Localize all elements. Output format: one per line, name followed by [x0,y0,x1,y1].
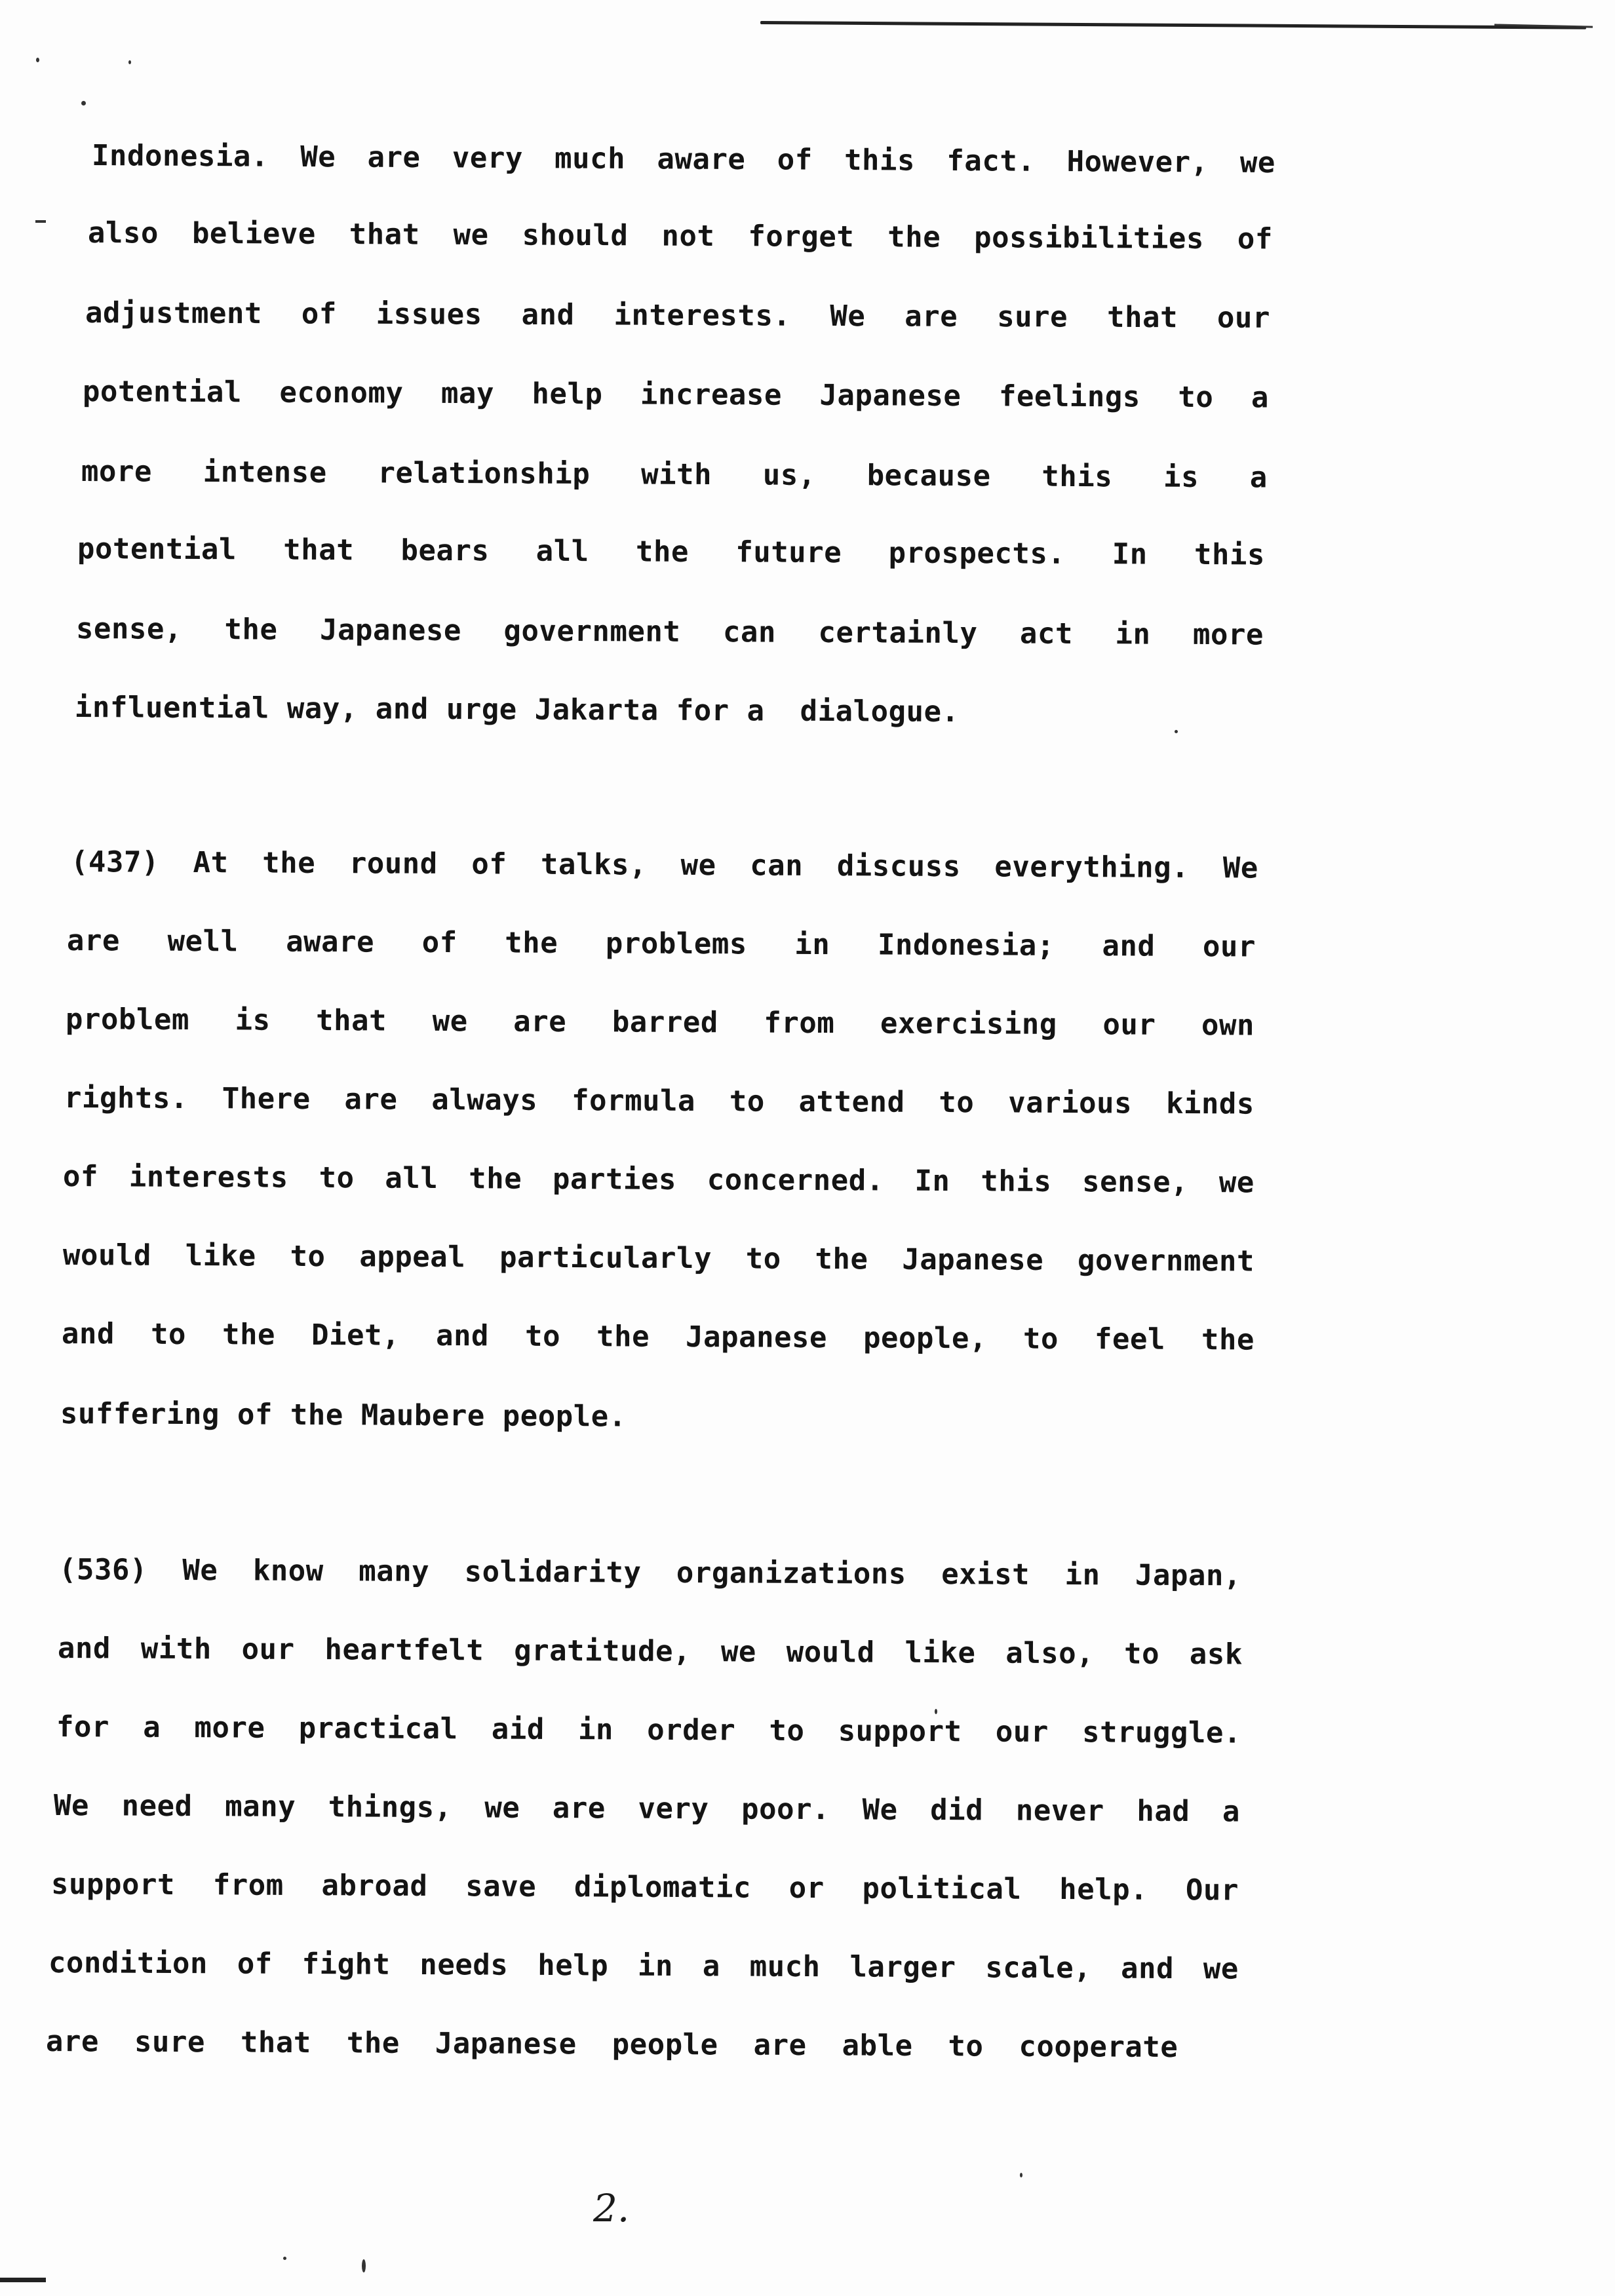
word: exercising [880,1006,1057,1041]
word: struggle. [1081,1715,1242,1750]
word: that [283,533,355,567]
word: potential [77,532,237,567]
word: many [359,1554,430,1588]
word: of [471,847,507,881]
word: parties [552,1162,677,1196]
word: always [431,1082,538,1117]
text-line [92,136,1275,183]
word: Indonesia. [91,139,269,174]
word: to [939,1085,975,1120]
word: to [319,1161,355,1195]
word: the [596,1320,650,1354]
word: talks, [540,847,648,882]
word: all [535,534,589,569]
text-line [81,452,1268,497]
text-line [56,1708,1241,1753]
word: we [1239,145,1275,180]
word: well [167,924,239,959]
text-line [63,1157,1255,1203]
word: the [815,1242,868,1276]
text-line [49,1943,1239,1989]
word: that [349,218,420,252]
word: interests. [613,298,791,333]
word: We [300,140,336,174]
text-line [88,214,1273,259]
word: rights. [64,1081,189,1115]
word: help [532,377,603,411]
word: we [432,1004,468,1039]
word: feelings [998,379,1140,414]
word: heartfelt [324,1633,484,1668]
word: to [769,1713,805,1748]
word: to [729,1084,765,1119]
word: Japanese [902,1242,1044,1277]
word: for [56,1710,110,1744]
word: like [905,1636,976,1670]
word: are [905,299,958,334]
word: with [640,457,712,492]
word: issues [376,297,482,332]
word: because [866,459,991,493]
word: with [140,1632,212,1666]
word: that [1106,300,1178,335]
word: believe [191,216,316,251]
word: needs [419,1947,509,1982]
text-line [46,2022,1237,2068]
word: support [50,1867,176,1902]
word: There [222,1082,311,1116]
word: and [521,297,575,332]
word: in [637,1949,674,1983]
word: can [750,849,804,883]
word: more [81,455,153,489]
word: more [1192,617,1264,652]
word: scale, [985,1951,1092,1985]
word: many [225,1789,296,1824]
word: we [453,218,489,252]
word: in [1115,617,1151,651]
text-line [83,372,1269,417]
word: concerned. [707,1163,884,1198]
word: a [143,1710,161,1744]
word: discuss [836,849,961,884]
word: and [1102,929,1156,963]
word: adjustment [85,296,263,331]
word: intense [203,455,327,489]
word: more [194,1711,265,1745]
word: much [554,142,626,176]
word: possibilities [973,221,1205,256]
word: economy [279,375,404,410]
word: to [1022,1322,1059,1356]
word: In [1112,537,1148,571]
word: act [1019,617,1074,651]
word: to [150,1317,187,1351]
word: appeal [359,1240,466,1274]
word: in [1064,1558,1100,1592]
text-line [59,1550,1241,1596]
word: (437) [70,845,160,879]
text-line [60,1394,690,1437]
word: all [385,1161,438,1195]
word: Indonesia; [877,928,1055,963]
word: should [522,218,629,253]
word: like [185,1238,256,1273]
word: and [1120,1951,1175,1985]
word: had [1137,1794,1190,1829]
word: sure [997,300,1068,334]
word: However, [1066,145,1209,180]
word: interests [128,1160,288,1195]
word: order [647,1713,736,1748]
word: poor. [741,1792,830,1827]
word: would [786,1635,875,1670]
word: are [552,1791,606,1826]
word: we [1203,1952,1239,1986]
word: support [838,1714,962,1749]
word: never [1015,1793,1104,1828]
word: may [440,376,495,411]
word: government [1077,1244,1255,1278]
word: gratitude, [514,1634,691,1669]
word: fight [302,1947,391,1981]
word: in [577,1713,614,1747]
word: bears [400,533,490,568]
word: our [241,1632,295,1666]
word: Japanese [819,378,962,413]
word: or [788,1871,825,1905]
word: from [764,1006,835,1041]
word: practical [298,1711,458,1746]
word: much [749,1949,821,1984]
word: we [484,1791,520,1825]
word: We [182,1553,218,1588]
word: attend [798,1084,905,1119]
word: own [1201,1008,1255,1043]
word: to [290,1239,326,1274]
text-line [58,1629,1243,1674]
word: a [1222,1795,1241,1829]
text-line [76,609,1264,655]
text-line [63,1236,1255,1282]
word: feel [1094,1322,1166,1356]
word: this [981,1164,1052,1198]
word: problem [65,1003,190,1037]
word: future [735,535,842,570]
word: to [1178,380,1214,415]
word: In [914,1164,950,1198]
word: of [421,925,457,960]
word: this [844,144,916,178]
text-line [64,1079,1255,1124]
word: this [1041,459,1113,494]
word: very [452,141,523,176]
word: the [635,535,690,569]
word: the [222,1318,276,1352]
word: sense, [75,612,183,646]
word: this [1194,537,1266,572]
word: At [193,845,229,880]
word: Japanese [319,613,462,648]
word: forget [748,220,855,254]
word: problems [605,927,747,961]
word: aware [657,142,746,177]
word: aware [286,925,375,959]
word: the [224,613,278,647]
word: we [720,1635,757,1669]
word: also [87,216,159,250]
word: We [862,1793,898,1827]
text-line [71,843,1258,888]
word: save [465,1869,537,1904]
word: we [1218,1166,1255,1200]
word: prospects. [888,536,1066,571]
text-line-content: suffering of the Maubere people. [60,1397,627,1434]
word: aid [491,1712,545,1746]
text-line-content: influential way, and urge Jakarta for a dialogue. [74,691,960,729]
word: We [830,299,866,334]
word: of [301,297,337,331]
word: need [121,1789,193,1824]
word: formula [571,1084,696,1119]
word: barred [612,1005,718,1040]
text-line [85,294,1270,338]
word: Japan, [1135,1558,1242,1593]
text-line [51,1865,1239,1910]
word: everything. [994,850,1190,885]
word: various [1008,1086,1133,1120]
word: We [53,1789,90,1823]
text-line-content: are sure that the Japanese people are able to cooperate [45,2025,1178,2065]
text-line [67,921,1256,966]
word: did [930,1793,984,1827]
word: abroad [321,1869,428,1904]
word: ask [1189,1637,1243,1672]
word: a [1249,461,1268,495]
word: and [57,1632,111,1666]
word: of [777,143,813,177]
word: the [1201,1323,1255,1357]
word: political [862,1871,1022,1906]
word: the [262,846,316,880]
word: can [722,615,777,649]
word: very [638,1791,709,1826]
word: potential [82,375,243,410]
word: that [315,1004,387,1038]
text-line [75,688,1058,733]
word: a [1251,381,1270,415]
word: diplomatic [574,1870,752,1905]
word: larger [849,1950,956,1985]
text-line [54,1786,1240,1831]
word: our [1102,1008,1156,1042]
text-line [62,1314,1255,1360]
word: condition [48,1946,208,1981]
word: not [661,219,715,254]
word: organizations [676,1556,906,1591]
word: the [887,220,941,254]
word: of [62,1160,99,1194]
word: (536) [58,1553,148,1587]
word: relationship [378,456,591,491]
word: to [524,1319,561,1353]
word: government [503,614,681,649]
word: a [702,1949,720,1983]
word: Japanese [685,1320,828,1355]
word: Diet, [311,1318,400,1352]
word: is [1163,460,1199,494]
word: are [513,1004,567,1039]
word: particularly [499,1240,712,1276]
page-number: 2. [593,2186,630,2230]
word: we [680,848,716,883]
word: certainly [818,615,978,651]
word: in [794,927,830,962]
word: our [1202,930,1256,964]
word: solidarity [464,1555,642,1590]
word: to [1123,1637,1160,1671]
word: are [367,140,421,175]
word: fact. [946,144,1036,178]
word: are [66,924,121,958]
word: is [235,1003,271,1037]
word: our [995,1715,1049,1749]
word: kinds [1165,1086,1255,1121]
word: round [349,847,438,881]
word: the [469,1162,522,1196]
word: and [61,1317,115,1351]
word: to [745,1242,781,1276]
word: things, [328,1790,452,1825]
word: would [62,1238,152,1272]
word: us, [762,458,816,492]
word: also, [1005,1636,1095,1671]
word: people, [863,1321,988,1356]
word: the [505,926,558,960]
word: Our [1185,1873,1239,1907]
text-line [66,1000,1255,1045]
word: and [435,1318,490,1353]
word: of [237,1947,273,1981]
word: from [212,1868,284,1902]
word: of [1237,222,1274,256]
word: know [252,1554,324,1588]
word: our [1216,301,1271,335]
word: help [537,1948,609,1983]
word: help. [1059,1873,1148,1907]
text-line [77,529,1265,575]
word: increase [640,377,783,412]
word: are [344,1082,398,1117]
word: sense, [1081,1165,1189,1199]
word: We [1222,851,1258,885]
word: exist [941,1558,1030,1592]
